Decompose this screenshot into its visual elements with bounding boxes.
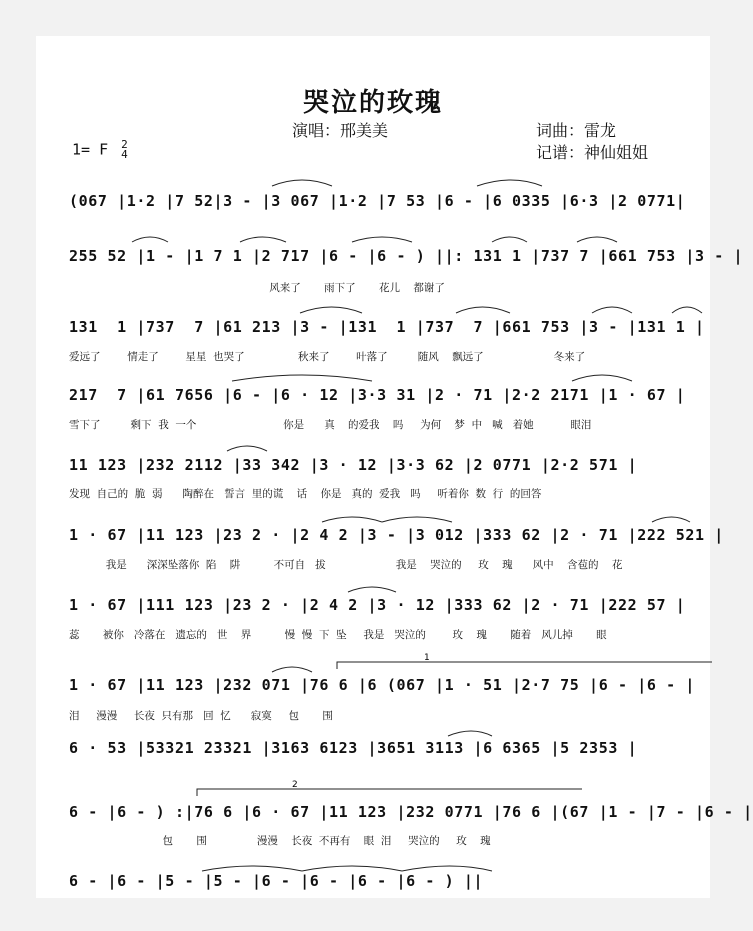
lyrics-line-10: 包 围 漫漫 长夜 不再有 眼 泪 哭泣的 玫 瑰 <box>69 835 491 847</box>
slur <box>132 237 168 242</box>
slur <box>572 375 632 381</box>
slur <box>240 237 286 242</box>
music-sheet <box>36 36 753 898</box>
key-signature <box>72 140 128 160</box>
lyrics-line-8: 泪 漫漫 长夜 只有那 回 忆 寂寞 包 围 <box>69 710 333 722</box>
notation-line-10: 6 - |6 - ) :|76 6 |6 · 67 |11 123 |232 0771 |76 6 |(67 |1 - |7 - |6 - | <box>69 803 753 821</box>
notation-line-11: 6 - |6 - |5 - |5 - |6 - |6 - |6 - |6 - ) || <box>69 872 484 890</box>
slur <box>227 446 267 451</box>
slur <box>272 180 332 186</box>
slur <box>448 731 492 736</box>
slur <box>456 307 510 313</box>
slur <box>232 375 372 381</box>
composer-credit: 词曲：雷龙 <box>536 121 617 140</box>
notation-line-1: (067 |1·2 |7 52|3 - |3 067 |1·2 |7 53 |6 - |6 0335 |6·3 |2 0771| <box>69 192 686 210</box>
volta-bracket-1 <box>337 662 712 669</box>
slur <box>202 866 302 871</box>
lyrics-line-5: 发现 自己的 脆 弱 陶醉在 誓言 里的谎 话 你是 真的 爱我 吗 听着你 数 行 的回答 <box>69 488 542 500</box>
lyrics-line-4: 雪下了 剩下 我 一个 你是 真 的爱我 吗 为何 梦 中 喊 着她 眼泪 <box>69 419 592 431</box>
slur <box>382 517 452 522</box>
slur <box>592 307 632 313</box>
lyrics-line-6: 我是 深深坠落你 陷 阱 不可自 拔 我是 哭泣的 玫 瑰 风中 含苞的 花 <box>69 559 623 571</box>
slur <box>352 237 412 242</box>
lyrics-line-3: 爱远了 情走了 星星 也哭了 秋来了 叶落了 随风 飘远了 冬来了 <box>69 351 586 363</box>
time-top: 2 <box>121 138 128 151</box>
volta-number-2: 2 <box>292 780 298 790</box>
time-bottom: 4 <box>121 148 128 161</box>
notation-line-9: 6 · 53 |53321 23321 |3163 6123 |3651 3113 |6 6365 |5 2353 | <box>69 739 638 757</box>
lyrics-line-2: 风来了 雨下了 花儿 都谢了 <box>69 282 445 294</box>
slur <box>322 517 382 522</box>
slur <box>492 237 527 242</box>
notation-line-5: 11 123 |232 2112 |33 342 |3 · 12 |3·3 62 |2 0771 |2·2 571 | <box>69 456 638 474</box>
notation-line-6: 1 · 67 |11 123 |23 2 · |2 4 2 |3 - |3 012 |333 62 |2 · 71 |222 521 | <box>69 526 724 544</box>
lyrics-line-7: 蕊 被你 冷落在 遗忘的 世 界 慢 慢 下 坠 我是 哭泣的 玫 瑰 随着 风儿掉 眼 <box>69 629 607 641</box>
slur <box>300 307 362 313</box>
slur <box>672 307 702 313</box>
slur <box>348 587 396 592</box>
slur <box>577 237 617 242</box>
notation-line-8: 1 · 67 |11 123 |232 071 |76 6 |6 (067 |1 · 51 |2·7 75 |6 - |6 - | <box>69 676 695 694</box>
slur <box>272 667 312 672</box>
slur <box>402 866 492 871</box>
singer-credit: 演唱：邢美美 <box>292 121 389 140</box>
slur <box>302 866 402 871</box>
transcriber-credit: 记谱：神仙姐姐 <box>536 143 649 162</box>
notation-line-3: 131 1 |737 7 |61 213 |3 - |131 1 |737 7 |661 753 |3 - |131 1 | <box>69 318 705 336</box>
notation-line-7: 1 · 67 |111 123 |23 2 · |2 4 2 |3 · 12 |333 62 |2 · 71 |222 57 | <box>69 596 686 614</box>
notation-line-2: 255 52 |1 - |1 7 1 |2 717 |6 - |6 - ) ||: 131 1 |737 7 |661 753 |3 - | <box>69 247 744 265</box>
key-label: 1= F <box>72 140 109 159</box>
volta-bracket-2 <box>197 789 582 796</box>
song-title: 哭泣的玫瑰 <box>302 88 443 118</box>
time-signature <box>121 140 128 160</box>
notation-line-4: 217 7 |61 7656 |6 - |6 · 12 |3·3 31 |2 · 71 |2·2 2171 |1 · 67 | <box>69 386 686 404</box>
slur <box>477 180 542 186</box>
slur <box>652 517 690 522</box>
volta-number-1: 1 <box>424 653 430 663</box>
